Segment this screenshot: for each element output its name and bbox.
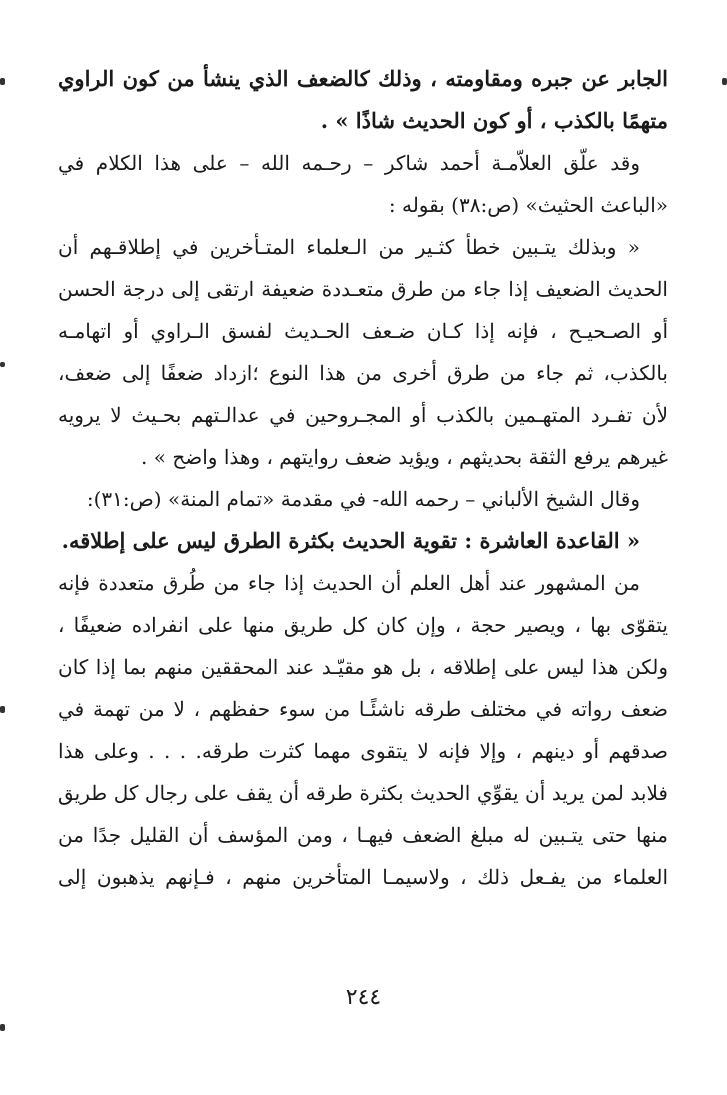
text-line: وقال الشيخ الألباني – رحمه الله- في مقدمة «تمام المنة» (ص:٣١): — [86, 487, 640, 511]
text-line: وقد علّق العلاّمـة أحمد شاكر – رحـمه الله – على هذا الكلام في — [58, 151, 640, 175]
text-line: غيرهم يرفع الثقة بحديثهم ، ويؤيد ضعف روايتهم ، وهذا واضح » . — [141, 445, 668, 469]
section-heading: « القاعدة العاشرة : تقوية الحديث بكثرة الطرق ليس على إطلاقه. — [61, 528, 640, 553]
text-line: بالكذب، ثم جاء من طرق أخرى من هذا النوع ؛ازداد ضعفًا إلى ضعف، — [58, 361, 668, 385]
text-line: يتقوّى بها ، ويصير حجة ، وإن كان كل طريق منها على انفراده ضعيفًا ، — [58, 613, 668, 637]
scan-edge-mark — [0, 1024, 5, 1031]
text-line: الحديث الضعيف إذا جاء من طرق متعـددة ضعيفة ارتقى إلى درجة الحسن — [58, 277, 668, 301]
text-line: لأن تفـرد المتهـمين بالكذب أو المجـروحين في عدالـتهم بحـيث لا يرويه — [58, 403, 668, 427]
body-text — [58, 58, 668, 898]
text-line: ضعف رواته في مختلف طرقه ناشئًـا من سوء حفظهم ، لا من تهمة في — [58, 697, 668, 721]
text-line: الجابر عن جبره ومقاومته ، وذلك كالضعف الذي ينشأ من كون الراوي — [58, 66, 668, 91]
page-number: ٢٤٤ — [345, 985, 382, 1010]
text-line: منها حتى يتـبين له مبلغ الضعف فيهـا ، ومن المؤسف أن القليل جدًا من — [58, 823, 668, 847]
scan-edge-mark — [0, 362, 5, 367]
text-line: « وبذلك يتـبين خطأ كثـير من الـعلماء المتـأخرين في إطلاقـهم أن — [58, 235, 640, 259]
text-line: ولكن هذا ليس على إطلاقه ، بل هو مقيّـد عند المحققين منهم بما إذا كان — [58, 655, 668, 679]
text-line: من المشهور عند أهل العلم أن الحديث إذا جاء من طُرق متعددة فإنه — [58, 571, 640, 595]
scan-edge-mark — [722, 78, 727, 85]
text-line: متهمًا بالكذب ، أو كون الحديث شاذًا » . — [320, 108, 668, 133]
text-line: أو الصـحيـح ، فإنه إذا كـان ضـعف الحـديث لفسق الـراوي أو اتهامـه — [58, 319, 668, 343]
text-line: فلابد لمن يريد أن يقوِّي الحديث بكثرة طرقه أن يقف على رجال كل طريق — [58, 781, 668, 805]
scan-edge-mark — [0, 78, 5, 85]
text-line: صدقهم أو دينهم ، وإلا فإنه لا يتقوى مهما كثرت طرقه. . . . وعلى هذا — [58, 739, 668, 763]
text-line: العلماء من يفـعل ذلك ، ولاسيمـا المتأخرين منهم ، فـإنهم يذهبون إلى — [58, 865, 668, 889]
text-line: «الباعث الحثيث» (ص:٣٨) بقوله : — [388, 193, 668, 217]
scan-edge-mark — [0, 706, 5, 713]
